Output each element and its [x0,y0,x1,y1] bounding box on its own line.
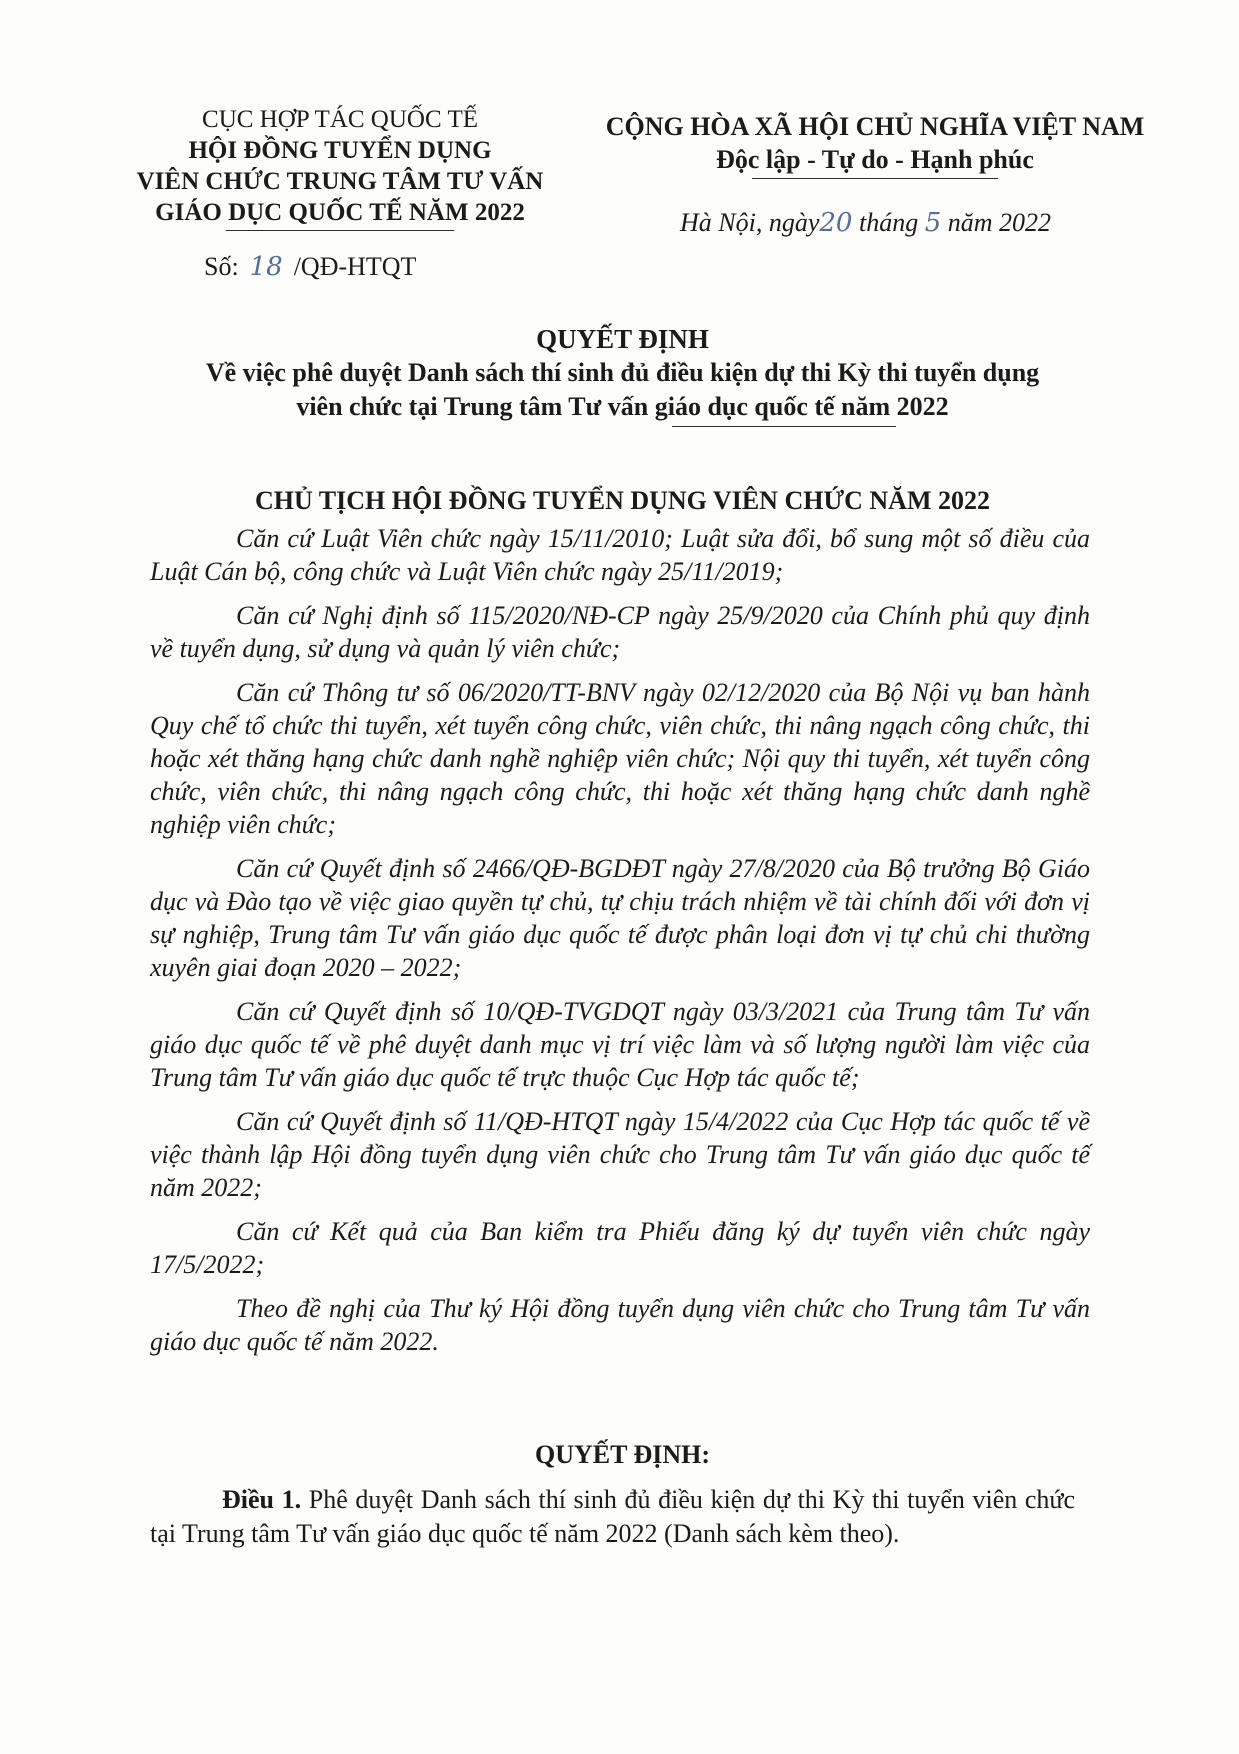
title-underline [672,426,896,427]
number-suffix: /QĐ-HTQT [293,252,417,281]
legal-basis-item: Căn cứ Luật Viên chức ngày 15/11/2010; Luật sửa đổi, bổ sung một số điều của Luật Cán bộ, công chức và Luật Viên chức ngày 25/11/2019; [150,524,1090,586]
agency-line-3: VIÊN CHỨC TRUNG TÂM TƯ VẤN [136,168,544,195]
country-name: CỘNG HÒA XÃ HỘI CHỦ NGHĨA VIỆT NAM [605,112,1145,141]
document-number [204,252,416,282]
date-day: 20 [819,208,853,238]
decision-title-block [150,322,1095,427]
issuing-agency-block [120,104,560,231]
date-year: năm 2022 [947,208,1052,237]
number-prefix: Số: [204,252,239,281]
article-1-label: Điều 1. [222,1485,302,1514]
legal-basis-item: Căn cứ Quyết định số 11/QĐ-HTQT ngày 15/4/2022 của Cục Hợp tác quốc tế về việc thành lập Hội đồng tuyển dụng viên chức cho Trung tâm Tư vấn giáo dục quốc tế năm 2022; [150,1107,1090,1202]
national-motto-block [590,110,1160,179]
date-month-label: tháng [858,208,919,237]
agency-line-1: CỤC HỢP TÁC QUỐC TẾ [202,106,478,133]
agency-line-2: HỘI ĐỒNG TUYỂN DỤNG [188,137,492,164]
motto-underline [752,178,998,179]
legal-basis-item: Căn cứ Thông tư số 06/2020/TT-BNV ngày 02/12/2020 của Bộ Nội vụ ban hành Quy chế tổ chức thi tuyển, xét tuyển công chức, viên chức, thi nâng ngạch công chức, thi hoặc xét thăng hạng chức danh nghề nghiệp viên chức; Nội quy thi tuyển, xét tuyển công chức, viên chức, thi nâng ngạch công chức, thi hoặc xét thăng hạng chức danh nghề nghiệp viên chức; [150,678,1090,839]
issuer-title: CHỦ TỊCH HỘI ĐỒNG TUYỂN DỤNG VIÊN CHỨC NĂM 2022 [254,486,991,515]
legal-basis-item: Căn cứ Nghị định số 115/2020/NĐ-CP ngày 25/9/2020 của Chính phủ quy định về tuyển dụng, sử dụng và quản lý viên chức; [150,601,1090,663]
agency-underline [226,230,454,231]
legal-basis-item: Theo đề nghị của Thư ký Hội đồng tuyển dụng viên chức cho Trung tâm Tư vấn giáo dục quốc tế năm 2022. [150,1294,1090,1356]
number-handwritten: 18 [249,252,283,282]
legal-basis-item: Căn cứ Kết quả của Ban kiểm tra Phiếu đăng ký dự tuyển viên chức ngày 17/5/2022; [150,1217,1090,1279]
legal-basis-item: Căn cứ Quyết định số 2466/QĐ-BGDĐT ngày 27/8/2020 của Bộ trưởng Bộ Giáo dục và Đào tạo về việc giao quyền tự chủ, tự chịu trách nhiệm về tài chính đối với đơn vị sự nghiệp, Trung tâm Tư vấn giáo dục quốc tế được phân loại đơn vị tự chủ chi thường xuyên giai đoạn 2020 – 2022; [150,854,1090,982]
motto: Độc lập - Tự do - Hạnh phúc [716,145,1034,174]
decision-subject-line-1: Về việc phê duyệt Danh sách thí sinh đủ điều kiện dự thi Kỳ thi tuyển dụng [205,358,1040,387]
agency-line-4: GIÁO DỤC QUỐC TẾ NĂM 2022 [155,199,525,226]
legal-basis-item: Căn cứ Quyết định số 10/QĐ-TVGDQT ngày 03/3/2021 của Trung tâm Tư vấn giáo dục quốc tế về phê duyệt danh mục vị trí việc làm và số lượng người làm việc của Trung tâm Tư vấn giáo dục quốc tế trực thuộc Cục Hợp tác quốc tế; [150,997,1090,1092]
decision-title: QUYẾT ĐỊNH [536,324,709,354]
date-place-label: Hà Nội, ngày [680,208,820,237]
article-1 [150,1483,1075,1551]
date-place [680,208,1051,238]
date-month: 5 [924,208,942,238]
legal-bases [150,522,1090,1369]
article-1-text: Phê duyệt Danh sách thí sinh đủ điều kiện dự thi Kỳ thi tuyển viên chức tại Trung tâm Tư vấn giáo dục quốc tế năm 2022 (Danh sách kèm theo). [150,1485,1076,1548]
decision-subject-line-2: viên chức tại Trung tâm Tư vấn giáo dục quốc tế năm 2022 [296,392,949,421]
decision-heading: QUYẾT ĐỊNH: [534,1440,711,1469]
